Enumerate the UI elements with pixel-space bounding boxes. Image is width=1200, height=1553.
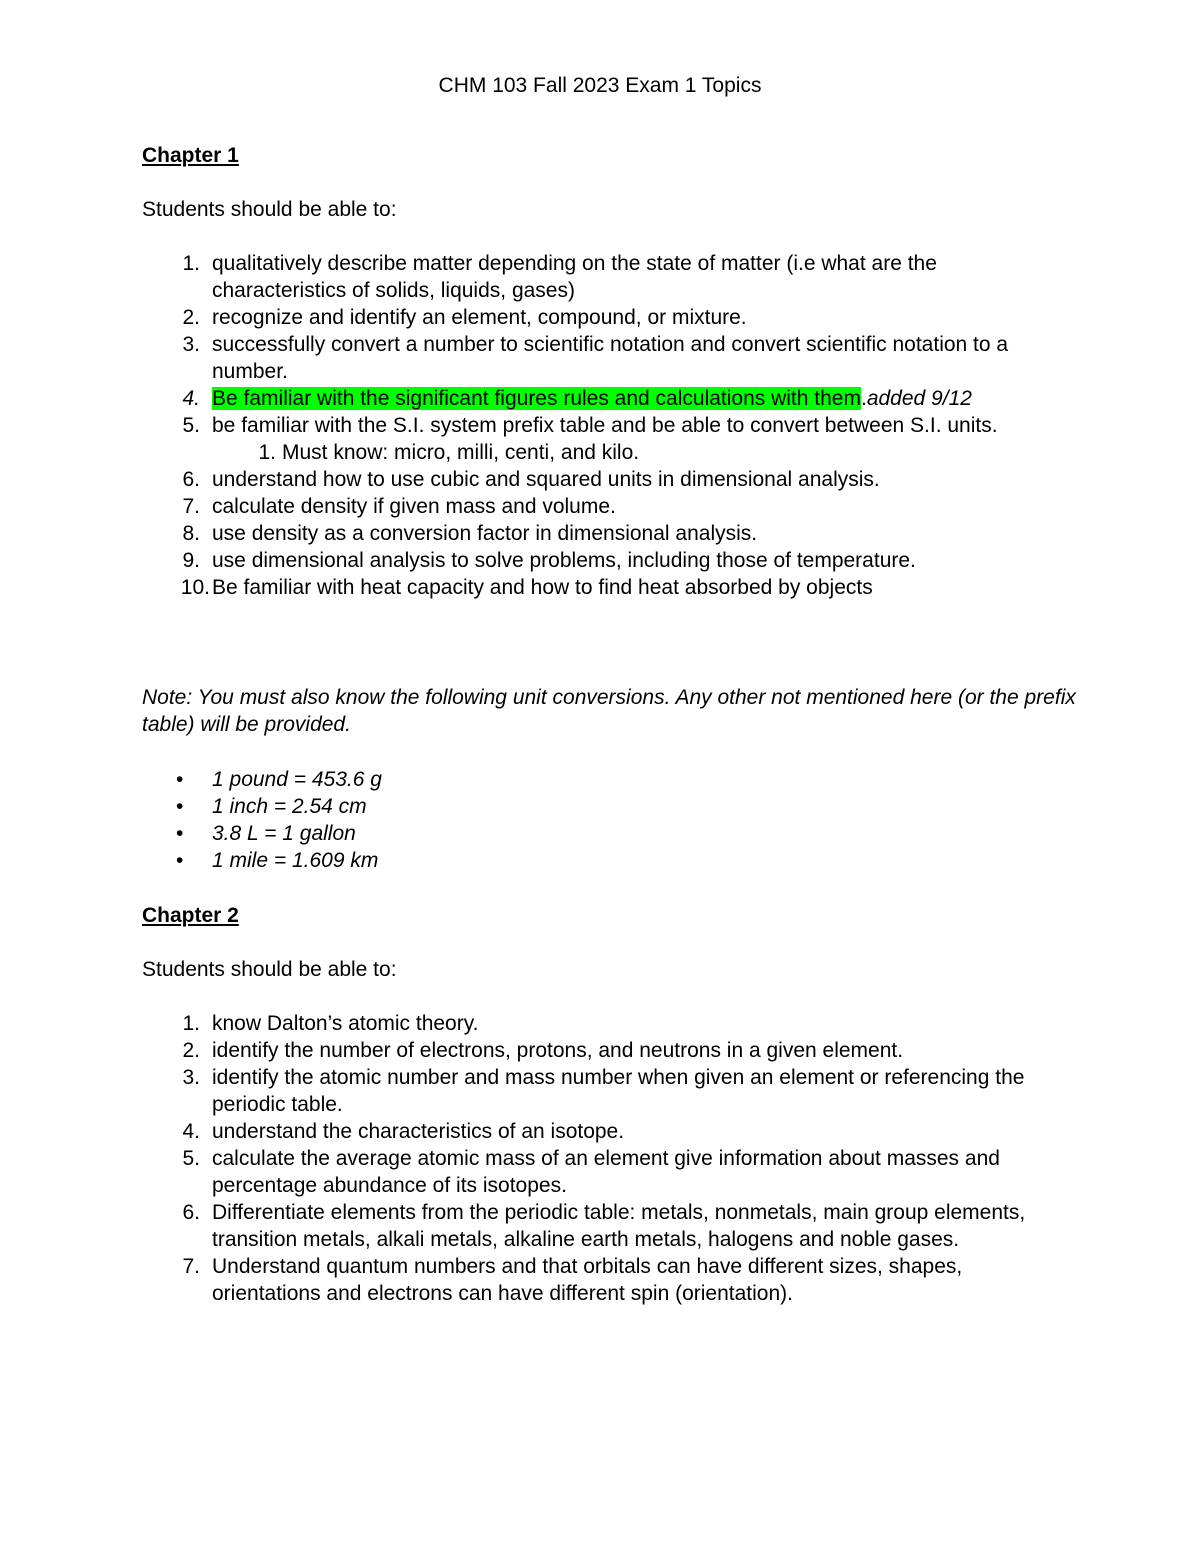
- item-number: 3.: [182, 333, 200, 356]
- item-text: recognize and identify an element, compound, or mixture.: [212, 306, 747, 329]
- chapter-2-heading: Chapter 2: [142, 904, 239, 927]
- conversion-item: [142, 820, 382, 847]
- list-item: [142, 1064, 1072, 1118]
- item-text: know Dalton’s atomic theory.: [212, 1012, 479, 1035]
- chapter-2-objectives-list: [142, 1010, 1072, 1307]
- item-text: understand how to use cubic and squared units in dimensional analysis.: [212, 468, 880, 491]
- item-number: 6.: [182, 468, 200, 491]
- list-item: [142, 1010, 1072, 1037]
- conversion-item: [142, 847, 382, 874]
- item-text: be familiar with the S.I. system prefix table and be able to convert between S.I. units.: [212, 414, 998, 437]
- item-number: 3.: [182, 1066, 200, 1089]
- item-number: 7.: [182, 495, 200, 518]
- item-text: identify the atomic number and mass number when given an element or referencing the periodic table.: [212, 1066, 1025, 1116]
- item-text: qualitatively describe matter depending on the state of matter (i.e what are the characteristics of solids, liquids, gases): [212, 252, 937, 302]
- item-text: Differentiate elements from the periodic table: metals, nonmetals, main group elements, transition metals, alkali metals, alkaline earth metals, halogens and noble gases.: [212, 1201, 1026, 1251]
- list-item: [142, 466, 1072, 493]
- item-number: 8.: [182, 522, 200, 545]
- conversion-item: [142, 793, 382, 820]
- list-item: [142, 1118, 1072, 1145]
- item-number: 1.: [182, 252, 200, 275]
- highlighted-text: Be familiar with the significant figures rules and calculations with them: [212, 387, 861, 410]
- list-item: [142, 1253, 1072, 1307]
- unit-conversion-note: Note: You must also know the following unit conversions. Any other not mentioned here (or the prefix table) will be provided.: [142, 686, 1076, 736]
- list-item: [142, 1199, 1072, 1253]
- sub-list-item: [212, 439, 1072, 466]
- item-text: use density as a conversion factor in dimensional analysis.: [212, 522, 758, 545]
- chapter-1-intro: Students should be able to:: [142, 198, 397, 221]
- conversion-text: 1 inch = 2.54 cm: [212, 795, 367, 818]
- list-item: [142, 547, 1072, 574]
- unit-conversions-list: [142, 766, 382, 874]
- item-text: understand the characteristics of an isotope.: [212, 1120, 625, 1143]
- list-item: [142, 520, 1072, 547]
- item-number: 10.: [180, 576, 210, 599]
- list-item: [142, 493, 1072, 520]
- chapter-2-intro: Students should be able to:: [142, 958, 397, 981]
- item-text: calculate density if given mass and volume.: [212, 495, 616, 518]
- conversion-item: [142, 766, 382, 793]
- list-item: [142, 331, 1072, 385]
- item-text-period: .: [860, 387, 867, 410]
- list-item: [142, 574, 1072, 601]
- bullet-icon: •: [176, 822, 184, 845]
- sub-item-text: Must know: micro, milli, centi, and kilo.: [282, 441, 640, 464]
- item-number: 9.: [182, 549, 200, 572]
- item-text: calculate the average atomic mass of an element give information about masses and percentage abundance of its isotopes.: [212, 1147, 1000, 1197]
- list-item: [142, 304, 1072, 331]
- bullet-icon: •: [176, 795, 184, 818]
- item-number: 5.: [182, 1147, 200, 1170]
- item-number: 6.: [182, 1201, 200, 1224]
- document-title: CHM 103 Fall 2023 Exam 1 Topics: [438, 74, 762, 97]
- item-text: use dimensional analysis to solve problems, including those of temperature.: [212, 549, 916, 572]
- item-text: Understand quantum numbers and that orbitals can have different sizes, shapes, orientations and electrons can have different spin (orientation).: [212, 1255, 963, 1305]
- item-text: identify the number of electrons, protons, and neutrons in a given element.: [212, 1039, 904, 1062]
- conversion-text: 1 mile = 1.609 km: [212, 849, 379, 872]
- conversion-text: 3.8 L = 1 gallon: [212, 822, 356, 845]
- chapter-1-heading: Chapter 1: [142, 144, 239, 167]
- bullet-icon: •: [176, 768, 184, 791]
- chapter-1-objectives-list: [142, 250, 1072, 601]
- item-number: 5.: [182, 414, 200, 437]
- item-number: 4.: [182, 1120, 200, 1143]
- item-text: successfully convert a number to scientific notation and convert scientific notation to a number.: [212, 333, 1009, 383]
- list-item-highlighted: [142, 385, 1072, 412]
- list-item: [142, 1145, 1072, 1199]
- item-number: 1.: [182, 1012, 200, 1035]
- added-date-note: added 9/12: [866, 387, 972, 410]
- item-number: 2.: [182, 306, 200, 329]
- list-item: [142, 412, 1072, 466]
- item-number: 2.: [182, 1039, 200, 1062]
- conversion-text: 1 pound = 453.6 g: [212, 768, 382, 791]
- item-text: Be familiar with heat capacity and how to find heat absorbed by objects: [212, 576, 873, 599]
- list-item: [142, 250, 1072, 304]
- item-number: 7.: [182, 1255, 200, 1278]
- list-item: [142, 1037, 1072, 1064]
- bullet-icon: •: [176, 849, 184, 872]
- sub-item-number: 1.: [258, 441, 276, 464]
- item-number: 4.: [182, 387, 200, 410]
